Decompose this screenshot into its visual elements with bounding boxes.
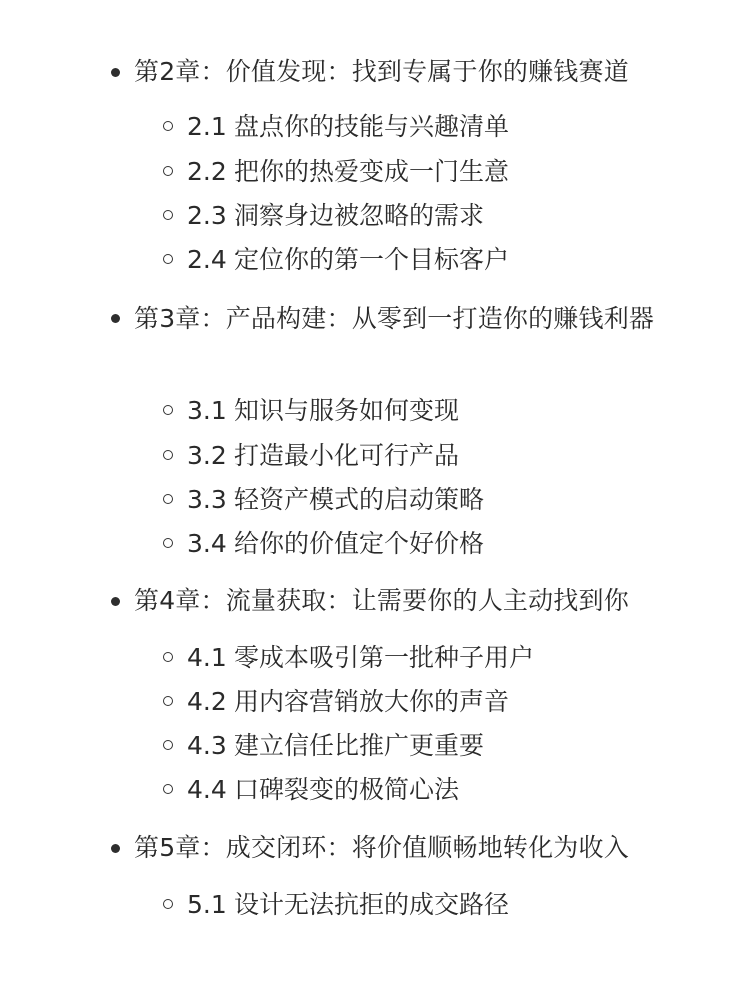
- section-number: 4.1: [187, 643, 227, 672]
- section-title: 零成本吸引第一批种子用户: [234, 643, 535, 672]
- section-item: [0, 773, 750, 807]
- bullet-circle-icon: [163, 166, 173, 176]
- section-title: 洞察身边被忽略的需求: [234, 201, 485, 230]
- bullet-circle-icon: [163, 450, 173, 460]
- section-number: 4.2: [187, 687, 227, 716]
- bullet-circle-icon: [163, 405, 173, 415]
- bullet-circle-icon: [163, 784, 173, 794]
- section-number: 2.2: [187, 157, 227, 186]
- section-number: 4.3: [187, 731, 227, 760]
- section-item: [0, 394, 750, 428]
- section-number: 3.3: [187, 485, 227, 514]
- chapter-title: 第4章：流量获取：让需要你的人主动找到你: [134, 586, 629, 615]
- chapter-title: 第5章：成交闭环：将价值顺畅地转化为收入: [134, 833, 629, 862]
- section-item: [0, 199, 750, 233]
- bullet-disc-icon: [111, 844, 120, 853]
- bullet-circle-icon: [163, 740, 173, 750]
- bullet-circle-icon: [163, 538, 173, 548]
- section-item: [0, 685, 750, 719]
- section-number: 3.1: [187, 396, 227, 425]
- section-title: 口碑裂变的极简心法: [234, 775, 460, 804]
- section-item: [0, 155, 750, 189]
- section-item: [0, 527, 750, 561]
- section-item: [0, 641, 750, 675]
- section-item: [0, 729, 750, 763]
- section-number: 5.1: [187, 890, 227, 919]
- section-title: 打造最小化可行产品: [234, 441, 460, 470]
- bullet-disc-icon: [111, 68, 120, 77]
- section-item: [0, 483, 750, 517]
- section-number: 2.3: [187, 201, 227, 230]
- bullet-circle-icon: [163, 696, 173, 706]
- bullet-circle-icon: [163, 254, 173, 264]
- section-title: 设计无法抗拒的成交路径: [234, 890, 510, 919]
- bullet-circle-icon: [163, 210, 173, 220]
- bullet-disc-icon: [111, 314, 120, 323]
- section-title: 给你的价值定个好价格: [234, 529, 485, 558]
- section-item: [0, 888, 750, 922]
- section-item: [0, 439, 750, 473]
- section-title: 定位你的第一个目标客户: [234, 245, 510, 274]
- bullet-circle-icon: [163, 494, 173, 504]
- section-title: 建立信任比推广更重要: [234, 731, 485, 760]
- section-number: 2.1: [187, 112, 227, 141]
- bullet-circle-icon: [163, 652, 173, 662]
- bullet-disc-icon: [111, 597, 120, 606]
- chapter-title: 第3章：产品构建：从零到一打造你的赚钱利器: [134, 304, 655, 333]
- section-number: 4.4: [187, 775, 227, 804]
- section-item: [0, 110, 750, 144]
- bullet-circle-icon: [163, 899, 173, 909]
- section-number: 3.2: [187, 441, 227, 470]
- section-item: [0, 243, 750, 277]
- chapter-title: 第2章：价值发现：找到专属于你的赚钱赛道: [134, 57, 629, 86]
- section-number: 2.4: [187, 245, 227, 274]
- section-number: 3.4: [187, 529, 227, 558]
- bullet-circle-icon: [163, 121, 173, 131]
- section-title: 轻资产模式的启动策略: [234, 485, 485, 514]
- section-title: 盘点你的技能与兴趣清单: [234, 112, 510, 141]
- section-title: 知识与服务如何变现: [234, 396, 460, 425]
- section-title: 把你的热爱变成一门生意: [234, 157, 510, 186]
- section-title: 用内容营销放大你的声音: [234, 687, 510, 716]
